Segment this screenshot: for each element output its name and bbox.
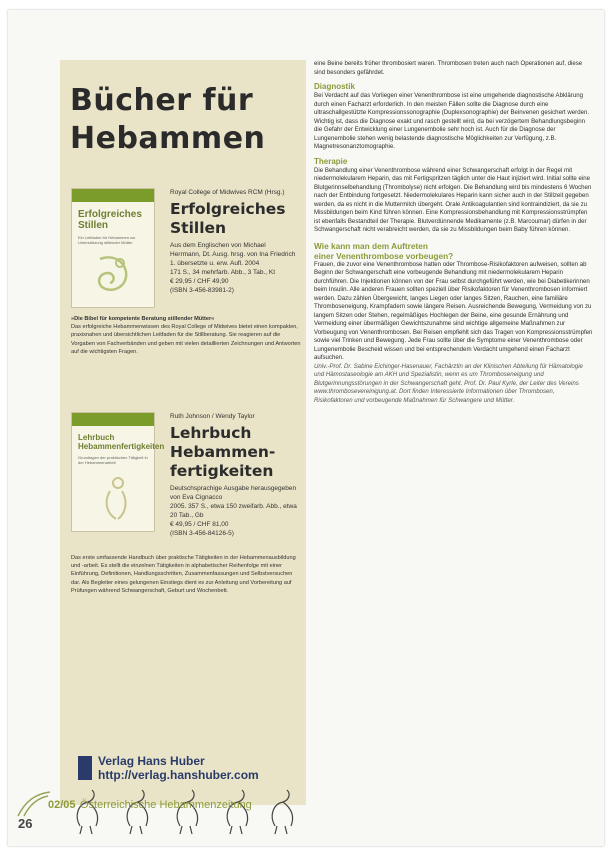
- book1-edition: 1. übersetzte u. erw. Aufl. 2004: [170, 260, 260, 267]
- publisher-logo-icon: [78, 756, 92, 780]
- book-cover-stillen: [71, 188, 155, 308]
- cover-title: Erfolgreiches Stillen: [78, 209, 142, 231]
- book2-title-line1: Lehrbuch: [170, 424, 252, 442]
- heading-line-1: Bücher für: [70, 83, 254, 118]
- info-paragraph: Univ.-Prof. Dr. Sabine Eichinger-Hasenauer, Fachärztin an der Klinischen Abteilung für Hämatologie und Hämostaseologie am AKH und Spezialistin, wenn es um Thromboseneigung und Blutgerinnungsstörungen in der Schwangerschaft geht. Prof. Dr. Paul Kyrle, der Leiter des Vereins www.thrombosevereinigung.at. Dort finden Interessierte Informationen über Thrombosen, Risikofaktoren und vorbeugende Maßnahmen für Schwangere und Mütter.: [314, 362, 583, 404]
- book2-price: € 49,95 / CHF 81,00: [170, 521, 229, 528]
- midwife-illustration: [90, 473, 136, 523]
- book1-isbn: (ISBN 3-456-83981-2): [170, 287, 234, 294]
- book-cover-lehrbuch: [71, 412, 165, 532]
- book2-title: [170, 424, 298, 481]
- book2-details: Deutschsprachige Ausgabe herausgegeben von Eva Cignacco: [170, 485, 297, 501]
- book1-info: [170, 188, 298, 295]
- cover-title: Lehrbuch Hebammenfertigkeiten: [78, 433, 165, 451]
- mother-child-illustration: [90, 251, 136, 297]
- heading-line-2: Hebammen: [70, 121, 266, 156]
- book1-author: Royal College of Midwives RCM (Hrsg.): [170, 189, 285, 196]
- therapie-heading: Therapie: [314, 156, 348, 166]
- book-ad-column: [60, 60, 306, 805]
- prevention-heading-line1: Wie kann man dem Auftreten: [314, 240, 428, 251]
- book2-note: Das erste umfassende Handbuch über praktische Tätigkeiten in der Hebammenausbildung und -arbeit. Es stellt die einzelnen Tätigkeiten in alphabetischer Reihenfolge mit einer Einführung, Definitionen, Handlungsschritten, Zusammenfassungen und Selbstversuchen dar. Als Begleiter eines gelungenen Einstiegs dient es zur Anleitung und Vorbereitung auf Prüfungen während Schwangerschaft, Geburt und Wochenbett.: [71, 555, 296, 594]
- book2-title-line2: Hebammen-: [170, 443, 276, 461]
- therapie-paragraph: Die Behandlung einer Venenthrombose während einer Schwangerschaft erfolgt in der Regel mit niedermolekularem Heparin, das mit Fertigspritzen täglich unter die Haut injiziert wird. Initial sollte eine Blutgerinnselbehandlung (Thrombolyse) nicht erfolgen. Die Behandlung wird bis mindestens 6 Wochen nach der Entbindung fortgesetzt. Niedermolekulares Heparin kann sicher auch in der Stillzeit gegeben werden, da es nicht in die Muttermilch übergeht. Orale Antikoagulantien sind kontraindiziert, da sie zu Missbildungen beim Kind führen können. Eine Kompressionsbehandlung mit Kompressionsstrümpfen ist ebenfalls Bestandteil der Therapie. Blutverdünnende Medikamente (z.B. Marcoumar) dürfen in der Schwangerschaft nicht verabreicht werden, da sie zu Missbildungen beim Baby führen können.: [314, 166, 592, 233]
- page-number: 26: [18, 816, 33, 831]
- cover-subtitle: Ein Leitfaden für Hebammen zur Unterstützung stillender Mütter: [78, 235, 136, 245]
- article-column: [314, 60, 594, 805]
- cover-subtitle: Grundlagen der praktischen Tätigkeit in der Hebammenarbeit: [78, 455, 148, 465]
- prevention-paragraph: Frauen, die zuvor eine Venenthrombose hatten oder Thrombose-Risikofaktoren aufweisen, sollten ab Beginn der Schwangerschaft eine vorbeugende Behandlung mit niedermolekularem Heparin durchführen. Die Injektionen können von der Frau selbst durchgeführt werden, wie bei Diabetikerinnen beim Insulin. Alle anderen Frauen sollten speziell über Risikofaktoren für Venenthrombosen informiert werden. Dazu zählen Übergewicht, langes Liegen oder langes Sitzen, Rauchen, eine familiäre Thromboseneigung, Krampfadern sowie längere Reisen. Ausreichende Bewegung, Vermeidung von zu langem Sitzen oder Stehen, regelmäßiges Hochlegen der Beine, eine gesunde Ernährung und Vermeidung einer übermäßigen Gewichtszunahme sind wichtige allgemeine Maßnahmen zur Vorbeugung von Venenthrombosen. Bei Reisen empfiehlt sich das Tragen von Kompressionsstrümpfen sowie viel Trinken und Bewegung. Jede Frau sollte über die Symptome einer Venenthrombose oder Lungenembolie Bescheid wissen und bei entsprechendem Verdacht umgehend einen Facharzt aufsuchen.: [314, 260, 593, 361]
- prevention-heading: [314, 241, 594, 261]
- cover-band: [72, 413, 154, 426]
- book1-title-line2: Stillen: [170, 219, 227, 237]
- book1-title-line1: Erfolgreiches: [170, 200, 286, 218]
- book1-details: Aus dem Englischen von Michael Herrmann, Dt. Ausg. hrsg. von Ina Friedrich: [170, 242, 296, 258]
- page-footer: [8, 798, 604, 843]
- book1-price: € 29,95 / CHF 49,90: [170, 278, 229, 285]
- ad-heading: [70, 82, 265, 158]
- book1-pages: 171 S., 34 mehrfarb. Abb., 3 Tab., Kt: [170, 269, 276, 276]
- book2-title-line3: fertigkeiten: [170, 462, 274, 480]
- intro-paragraph: eine Beine bereits früher thrombosiert waren. Thrombosen treten auch nach Operationen auf, diese sind besonders gefährdet.: [314, 60, 583, 76]
- diagnostik-paragraph: Bei Verdacht auf das Vorliegen einer Venenthrombose ist eine umgehende diagnostische Abklärung durch einen Facharzt erforderlich. In den meisten Fällen sollte die Diagnose durch eine ultraschallgestützte Kompressionssonographie (Duplexsonographie) der Beinvenen gesichert werden. Wichtig ist, dass die Diagnose exakt und rasch gestellt wird, da bei verzögertem Behandlungsbeginn die Gefahr der Entwicklung einer Lungenembolie sehr hoch ist. Auch für die Diagnose der Lungenembolie stehen wenig belastende diagnostische Möglichkeiten zur Verfügung, z.B. Magnetresonanztomographie.: [314, 92, 590, 150]
- cover-band: [72, 189, 154, 202]
- leaf-swoosh-icon: [16, 790, 52, 818]
- book2-info: [170, 412, 298, 538]
- book1-note-title: »Die Bibel für kompetente Beratung stillender Mütter«: [71, 316, 215, 322]
- book1-note-text: Das erfolgreiche Hebammenwissen des Royal College of Midwives bietet einen kompakten, praxisnahen und übersichtlichen Leitfaden für die Stillberatung. Sie reagieren auf die Vorgaben von Fachverbänden und geben mit vielen detaillierten Zeichnungen und Antworten auf die wichtigsten Fragen.: [71, 324, 301, 355]
- book1-title: [170, 200, 298, 238]
- prevention-heading-line2: einer Venenthrombose vorbeugen?: [314, 250, 454, 261]
- journal-name: Österreichische Hebammenzeitung: [80, 799, 252, 811]
- publisher-name: Verlag Hans Huber: [98, 754, 205, 768]
- magazine-page: [8, 10, 604, 846]
- book1-note: [71, 315, 303, 356]
- book2-edition: 2005. 357 S., etwa 150 zweifarb. Abb., etwa 20 Tab., Gb: [170, 503, 297, 519]
- issue-number: 02/05: [48, 799, 76, 811]
- book2-author: Ruth Johnson / Wendy Taylor: [170, 413, 255, 420]
- book2-isbn: (ISBN 3-456-84126-5): [170, 530, 234, 537]
- publisher-url[interactable]: http://verlag.hanshuber.com: [98, 768, 259, 782]
- diagnostik-heading: Diagnostik: [314, 82, 355, 91]
